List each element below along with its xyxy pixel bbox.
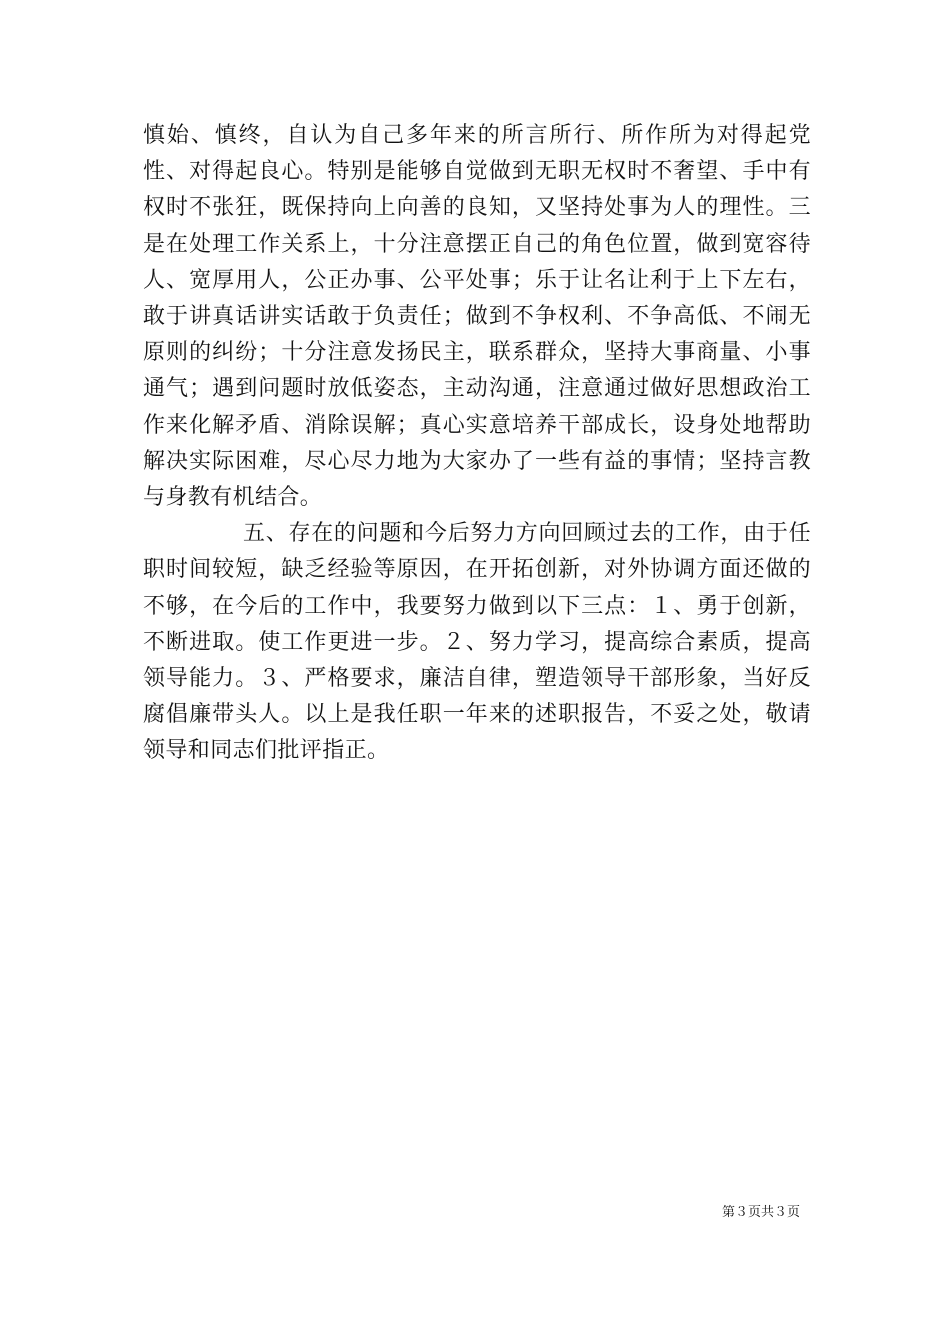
document-body bbox=[143, 118, 811, 770]
paragraph-problems-and-direction: 五、存在的问题和今后努力方向回顾过去的工作，由于任职时间较短，缺乏经验等原因，在开拓创新，对外协调方面还做的不够，在今后的工作中，我要努力做到以下三点：１、勇于创新，不断进取。使工作更进一步。２、努力学习，提高综合素质，提高领导能力。３、严格要求，廉洁自律，塑造领导干部形象，当好反腐倡廉带头人。以上是我任职一年来的述职报告，不妥之处，敬请领导和同志们批评指正。 bbox=[143, 521, 811, 764]
paragraph-work-relations: 慎始、慎终，自认为自己多年来的所言所行、所作所为对得起党性、对得起良心。特别是能够自觉做到无职无权时不奢望、手中有权时不张狂，既保持向上向善的良知，又坚持处事为人的理性。三是在处理工作关系上，十分注意摆正自己的角色位置，做到宽容待人、宽厚用人，公正办事、公平处事；乐于让名让利于上下左右，敢于讲真话讲实话敢于负责任；做到不争权利、不争高低、不闹无原则的纠纷；十分注意发扬民主，联系群众，坚持大事商量、小事通气；遇到问题时放低姿态，主动沟通，注意通过做好思想政治工作来化解矛盾、消除误解；真心实意培养干部成长，设身处地帮助解决实际困难，尽心尽力地为大家办了一些有益的事情；坚持言教与身教有机结合。 bbox=[143, 123, 811, 511]
page-footer bbox=[0, 1205, 950, 1221]
page-number: 第３页共３页 bbox=[721, 1205, 800, 1220]
